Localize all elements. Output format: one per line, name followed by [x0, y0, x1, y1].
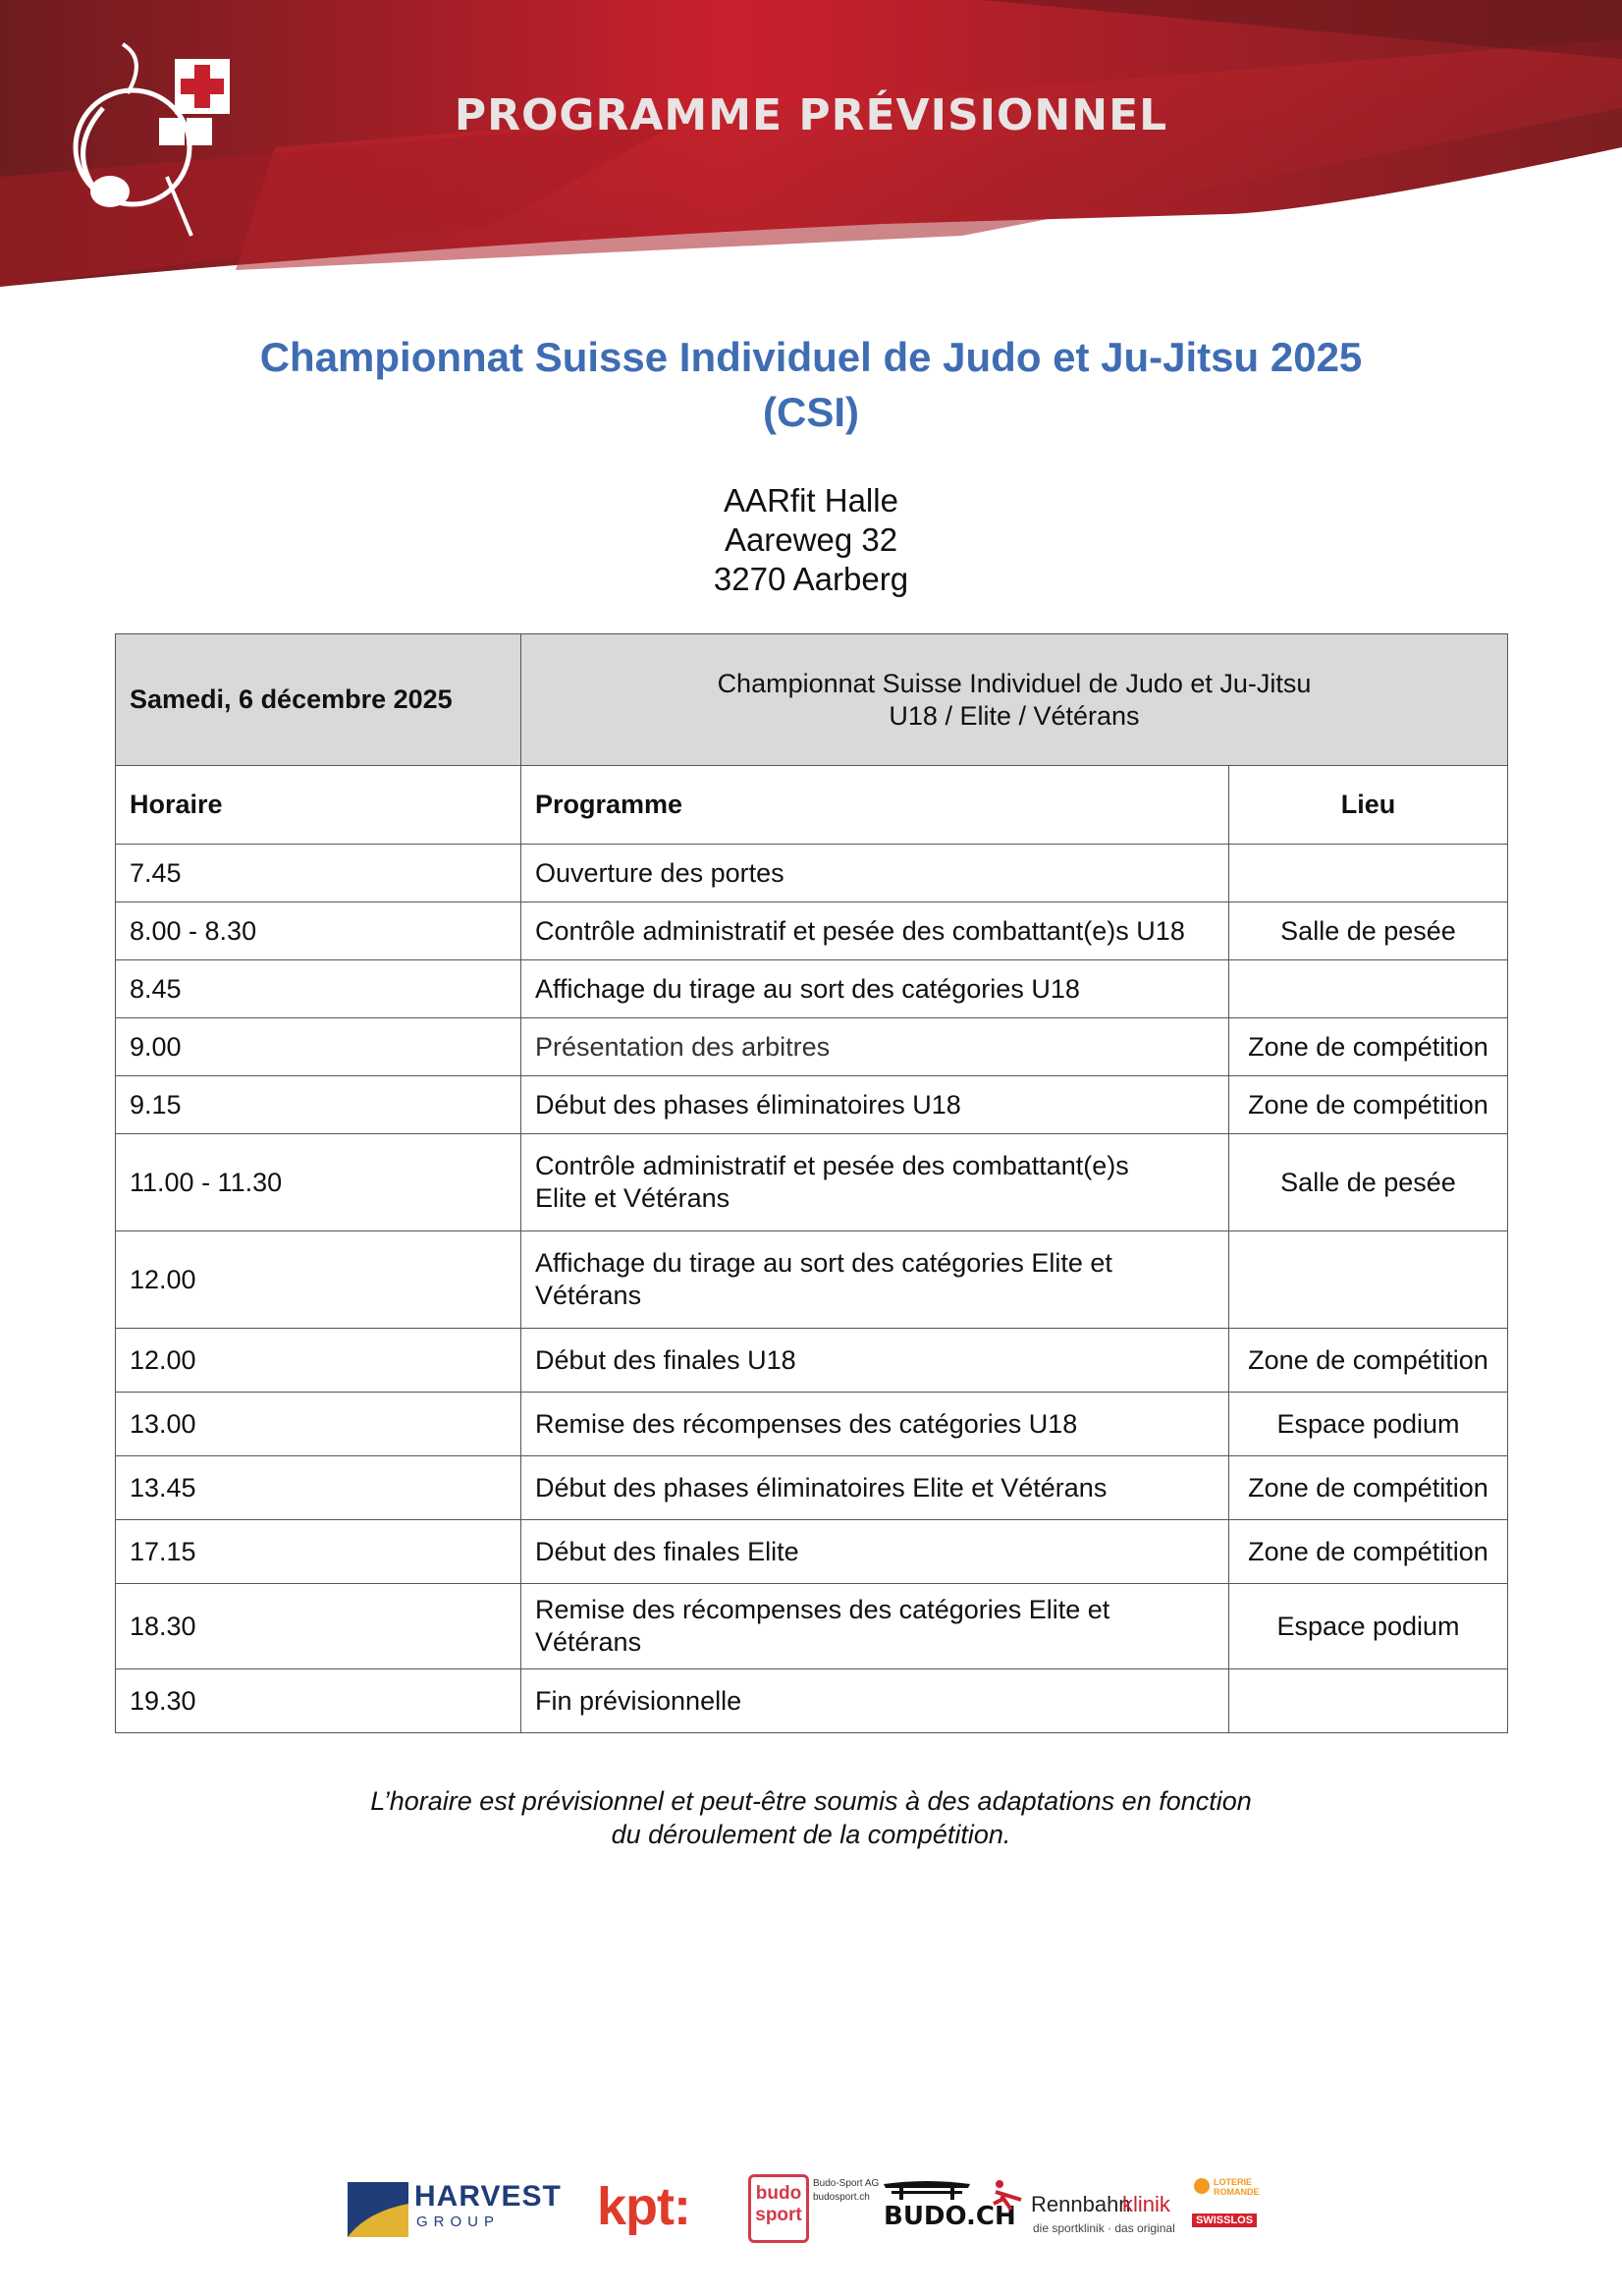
row-time: 9.15: [116, 1076, 521, 1134]
table-row: [116, 902, 1508, 960]
column-header-place: Lieu: [1229, 766, 1508, 845]
harvest-name: HARVEST: [414, 2180, 562, 2213]
swisslos-logo: SWISSLOS: [1192, 2214, 1257, 2227]
harvest-sub: GROUP: [416, 2214, 501, 2230]
table-row: [116, 1076, 1508, 1134]
row-place: Salle de pesée: [1229, 1134, 1508, 1231]
row-program: Ouverture des portes: [521, 845, 1229, 902]
row-program: Fin prévisionnelle: [521, 1669, 1229, 1733]
row-time: 13.00: [116, 1393, 521, 1456]
row-program: [521, 1134, 1229, 1231]
table-row: [116, 845, 1508, 902]
rennbahnklinik-sub: die sportklinik · das original: [1033, 2221, 1175, 2235]
budoch-logo: BUDO.CH: [884, 2202, 1016, 2231]
row-time: 8.45: [116, 960, 521, 1018]
schedule-note-line1: L’horaire est prévisionnel et peut-être soumis à des adaptations en fonction: [370, 1786, 1252, 1816]
table-row: [116, 1393, 1508, 1456]
judo-federation-logo: [49, 39, 245, 246]
row-program: Début des phases éliminatoires U18: [521, 1076, 1229, 1134]
row-place: [1229, 1669, 1508, 1733]
event-title: [0, 330, 1622, 440]
budosport-line1: budo: [755, 2183, 802, 2204]
row-place: Zone de compétition: [1229, 1456, 1508, 1520]
row-program: [521, 1231, 1229, 1329]
sponsor-bar: [344, 2170, 1276, 2249]
table-event-name: Championnat Suisse Individuel de Judo et Ju-Jitsu: [717, 668, 1312, 698]
row-time: 7.45: [116, 845, 521, 902]
venue-address: [0, 481, 1622, 599]
row-program-line2: Elite et Vétérans: [535, 1183, 730, 1213]
table-event-cell: [521, 634, 1508, 766]
column-header-time: Horaire: [116, 766, 521, 845]
row-place: [1229, 1231, 1508, 1329]
row-time: 12.00: [116, 1231, 521, 1329]
loterie-romande-icon: [1194, 2178, 1210, 2194]
budosport-logo: [748, 2174, 809, 2243]
loterie-romande-line1: LOTERIE: [1214, 2177, 1253, 2187]
torii-gate-icon: [882, 2180, 972, 2200]
table-row: [116, 1456, 1508, 1520]
row-program: [521, 1584, 1229, 1669]
row-program: Début des phases éliminatoires Elite et Vétérans: [521, 1456, 1229, 1520]
harvest-logo-icon: [348, 2182, 408, 2237]
row-time: 19.30: [116, 1669, 521, 1733]
table-row: [116, 1329, 1508, 1393]
event-date: Samedi, 6 décembre 2025: [116, 634, 521, 766]
table-row: [116, 1584, 1508, 1669]
table-row: [116, 1134, 1508, 1231]
row-time: 12.00: [116, 1329, 521, 1393]
row-time: 17.15: [116, 1520, 521, 1584]
venue-city: 3270 Aarberg: [713, 561, 909, 597]
row-place: Salle de pesée: [1229, 902, 1508, 960]
row-place: [1229, 960, 1508, 1018]
rennbahnklinik-runner-icon: [992, 2178, 1029, 2215]
kpt-logo: kpt:: [597, 2177, 690, 2236]
table-header-row: [116, 766, 1508, 845]
schedule-note: [0, 1784, 1622, 1851]
row-place: Espace podium: [1229, 1393, 1508, 1456]
table-title-row: [116, 634, 1508, 766]
row-place: Zone de compétition: [1229, 1329, 1508, 1393]
venue-street: Aareweg 32: [724, 521, 898, 558]
row-time: 11.00 - 11.30: [116, 1134, 521, 1231]
row-program: Contrôle administratif et pesée des combattant(e)s U18: [521, 902, 1229, 960]
row-program-line2: Vétérans: [535, 1281, 642, 1310]
rennbahnklinik-name-a: Rennbahn: [1031, 2192, 1131, 2216]
row-program: Début des finales U18: [521, 1329, 1229, 1393]
row-time: 18.30: [116, 1584, 521, 1669]
budosport-url: budosport.ch: [813, 2192, 870, 2203]
row-time: 9.00: [116, 1018, 521, 1076]
budosport-company: Budo-Sport AG: [813, 2178, 880, 2189]
program-table: [115, 633, 1508, 1733]
row-program-line2: Vétérans: [535, 1627, 642, 1657]
table-row: [116, 1520, 1508, 1584]
column-header-program: Programme: [521, 766, 1229, 845]
table-row: [116, 1669, 1508, 1733]
row-program: Remise des récompenses des catégories U18: [521, 1393, 1229, 1456]
row-time: 8.00 - 8.30: [116, 902, 521, 960]
table-row: [116, 1231, 1508, 1329]
banner-title: PROGRAMME PRÉVISIONNEL: [454, 90, 1168, 140]
venue-name: AARfit Halle: [724, 482, 898, 519]
schedule-note-line2: du déroulement de la compétition.: [611, 1820, 1011, 1849]
row-time: 13.45: [116, 1456, 521, 1520]
event-title-line1: Championnat Suisse Individuel de Judo et Ju-Jitsu 2025: [259, 334, 1363, 380]
row-program: Affichage du tirage au sort des catégories U18: [521, 960, 1229, 1018]
row-place: [1229, 845, 1508, 902]
event-title-line2: (CSI): [763, 389, 859, 435]
rennbahnklinik-name-b: klinik: [1122, 2192, 1170, 2216]
row-program-line1: Remise des récompenses des catégories Elite et: [535, 1595, 1110, 1624]
row-place: Zone de compétition: [1229, 1520, 1508, 1584]
row-program-line1: Affichage du tirage au sort des catégories Elite et: [535, 1248, 1112, 1278]
row-program: Début des finales Elite: [521, 1520, 1229, 1584]
budosport-line2: sport: [755, 2205, 802, 2225]
table-row: [116, 1018, 1508, 1076]
row-program-line1: Contrôle administratif et pesée des combattant(e)s: [535, 1151, 1129, 1180]
row-program: Présentation des arbitres: [521, 1018, 1229, 1076]
row-place: Zone de compétition: [1229, 1076, 1508, 1134]
table-event-categories: U18 / Elite / Vétérans: [889, 700, 1140, 731]
loterie-romande-line2: ROMANDE: [1214, 2187, 1260, 2197]
row-place: Espace podium: [1229, 1584, 1508, 1669]
table-row: [116, 960, 1508, 1018]
row-place: Zone de compétition: [1229, 1018, 1508, 1076]
